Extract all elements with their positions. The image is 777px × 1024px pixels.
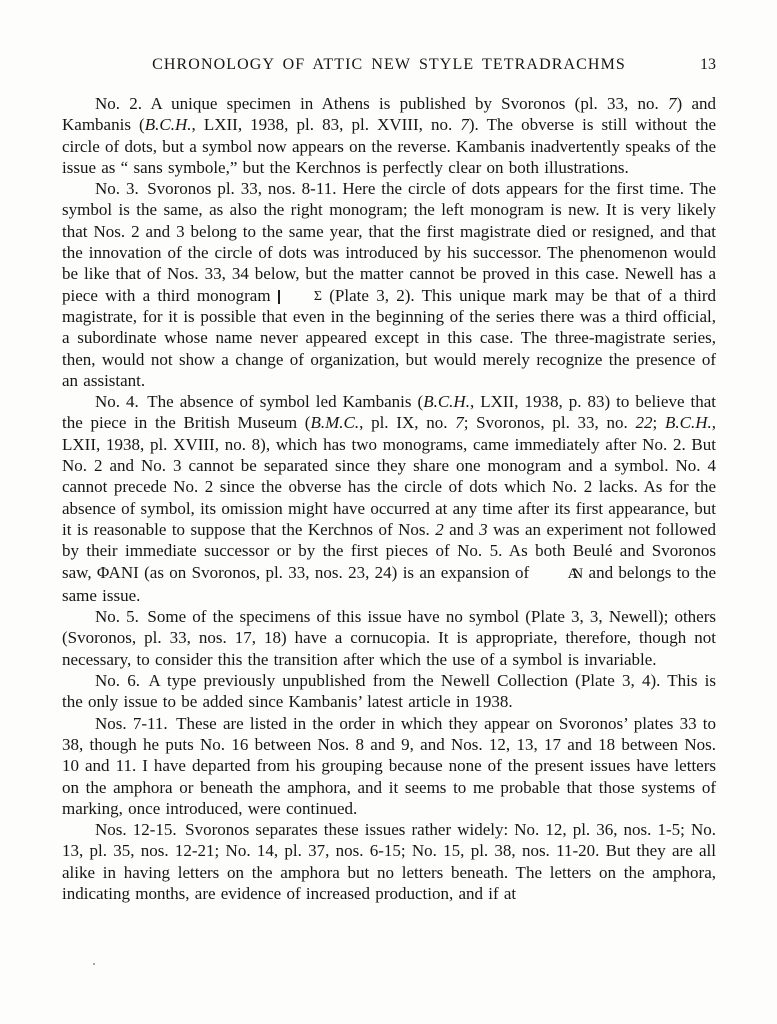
an-monogram-glyph: ΑΝ [567,565,578,582]
italic-text-segment: B.M.C. [310,413,360,433]
italic-text-segment: 7 [668,94,677,113]
page-title: CHRONOLOGY OF ATTIC NEW STYLE TETRADRACHMS [152,56,626,73]
page-body [62,93,716,904]
page-number: 13 [700,56,716,73]
italic-text-segment: 22 [635,413,653,433]
scan-speck-dot [93,963,95,965]
italic-text-segment: B.C.H. [144,115,192,135]
running-head [62,56,716,78]
paragraph: No. 3. Svoronos pl. 33, nos. 8-11. Here the circle of dots appears for the first time. The symbol is the same, as also the right monogram; the left monogram is new. It is very likely that Nos. 2 and 3 belong to the same year, that the first magistrate died or resigned, and that the innovation of the circle of dots was introduced by his successor. The phenomenon would be like that of Nos. 33, 34 below, but the matter cannot be proved in this case. Newell has a piece with a third monogram Σ (Plate 3, 2). This unique mark may be that of a third magistrate, for it is possible that even in the beginning of the series there was a third official, a subordinate whose name never appeared except in this case. The three-magistrate series, then, would not show a change of organization, but would merely recognize the presence of an assistant. [62,179,716,390]
italic-text-segment: 3 [479,519,488,539]
italic-text-segment: 7 [460,115,469,135]
paragraph: No. 6. A type previously unpublished from the Newell Collection (Plate 3, 4). This is the only issue to be added since Kambanis’ latest article in 1938. [62,671,716,712]
paragraph: No. 4. The absence of symbol led Kambanis (B.C.H., LXII, 1938, p. 83) to believe that the piece in the British Museum (B.M.C., pl. IX, no. 7; Svoronos, pl. 33, no. 22; B.C.H., LXII, 1938, pl. XVIII, no. 8), which has two monograms, came immediately after No. 2. But No. 2 and No. 3 cannot be separated since they share one monogram and a symbol. No. 4 cannot precede No. 2 since the obverse has the circle of dots which No. 2 lacks. As for the absence of symbol, its omission might have occurred at any time after its first appearance, but it is reasonable to suppose that the Kerchnos of Nos. 2 and 3 was an experiment not followed by their immediate successor or by the first pieces of No. 5. As both Beulé and Svoronos saw, ΦΑΝΙ (as on Svoronos, pl. 33, nos. 23, 24) is an expansion of ΑΝ and belongs to the same issue. [62,392,717,605]
italic-text-segment: 2 [435,519,444,539]
italic-text-segment: 7 [455,413,464,433]
paragraph: No. 2. A unique specimen in Athens is published by Svoronos (pl. 33, no. 7) and Kambanis (B.C.H., LXII, 1938, pl. 83, pl. XVIII, no. 7). The obverse is still without the circle of dots, but a symbol now appears on the reverse. Kambanis inadvertently speaks of the issue as “ sans symbole,” but the Kerchnos is perfectly clear on both illustrations. [62,94,717,177]
paragraph: Nos. 7-11. These are listed in the order in which they appear on Svoronos’ plates 33 to 38, though he puts No. 16 between Nos. 8 and 9, and Nos. 12, 13, 17 and 18 between Nos. 10 and 11. I have departed from his grouping because none of the present issues have letters on the amphora or beneath the amphora, and it seems to me probable that those systems of marking, once introduced, were continued. [62,713,716,818]
italic-text-segment: B.C.H. [665,413,712,433]
paragraph: No. 5. Some of the specimens of this issue have no symbol (Plate 3, 3, Newell); others (Svoronos, pl. 33, nos. 17, 18) have a cornucopia. It is appropriate, therefore, though not necessary, to consider this the transition after which the use of a symbol is invariable. [62,607,716,669]
italic-text-segment: B.C.H. [423,392,470,412]
sigma-monogram-glyph: Σ [278,290,322,304]
paragraph: Nos. 12-15. Svoronos separates these issues rather widely: No. 12, pl. 36, nos. 1-5; No. 13, pl. 35, nos. 12-21; No. 14, pl. 37, nos. 6-15; No. 15, pl. 38, nos. 11-20. But they are all alike in having letters on the amphora but no letters beneath. The letters on the amphora, indicating months, are evidence of increased production, and if at [62,820,716,903]
